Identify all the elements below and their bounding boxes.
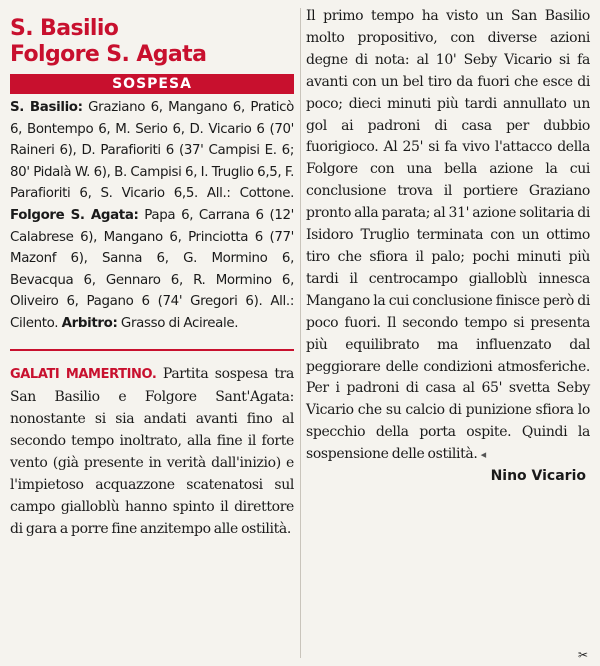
author-byline: Nino Vicario xyxy=(490,468,586,485)
article-body-part-1 xyxy=(10,363,294,540)
article-text-1: Partita sospesa tra San Basilio e Folgore Sant'Agata: nonostante si sia andati avanti fino al secondo tempo inoltrato, alla fine il forte vento (già presente in verità dall'inizio) e l'impietoso acquazzone scatenatosi sul campo gialloblù hanno spinto il direttore di gara a porre fine anzitempo alle ostilità. xyxy=(10,365,295,537)
referee-label: Arbitro: xyxy=(61,315,118,331)
section-separator xyxy=(10,349,294,351)
referee-text: Grasso di Acireale. xyxy=(117,315,239,331)
right-column xyxy=(306,6,590,484)
scissors-icon: ✂ xyxy=(577,648,588,662)
dateline: GALATI MAMERTINO. xyxy=(10,366,157,382)
end-of-article-icon: ◂ xyxy=(480,448,486,462)
home-lineup-text: Graziano 6, Mangano 6, Praticò 6, Bontempo 6, M. Serio 6, D. Vicario 6 (70' Raineri 6), D. Parafioriti 6 (37' Campisi E. 6; 80' Pidalà W. 6), B. Campisi 6, I. Truglio 6,5, F. Parafioriti 6, S. Vicario 6,5. All.: Cottone. xyxy=(10,100,294,202)
article-text-2: Il primo tempo ha visto un San Basilio molto propositivo, con diverse azioni degne di nota: al 10' Seby Vicario si fa avanti con un bel tiro da fuori che esce di poco; dieci minuti più tardi annullato un gol ai padroni di casa per dubbio fuorigioco. Al 25' si fa vivo l'attacco della Folgore con una bella azione la cui conclusione trova il portiere Graziano pronto alla parata; al 31' azione solitaria di Isidoro Truglio terminata con un ottimo tiro che sfiora il palo; pochi minuti più tardi il centrocampo gialloblù innesca Mangano la cui conclusione finisce però di poco fuori. Il secondo tempo si presenta più equilibrato ma influenzato dal peggiorare delle condizioni atmosferiche. Per i padroni di casa al 65' svetta Seby Vicario che su calcio di punizione sfiora lo specchio della porta ospite. Quindi la sospensione delle ostilità. xyxy=(306,8,590,463)
article-body-part-2 xyxy=(306,6,590,466)
away-lineup-text: Papa 6, Carrana 6 (12' Calabrese 6), Mangano 6, Princiotta 6 (77' Mazonf 6), Sanna 6, G. Mormino 6, Bevacqua 6, Gennaro 6, R. Mormino 6, Oliveiro 6, Pagano 6 (74' Gregori 6). All.: Cilento. xyxy=(10,207,294,331)
left-column xyxy=(10,6,294,540)
lineup-box xyxy=(10,97,294,335)
away-lineup-label: Folgore S. Agata: xyxy=(10,207,139,223)
column-divider xyxy=(300,8,301,658)
away-team-name: Folgore S. Agata xyxy=(10,42,207,67)
match-title xyxy=(10,16,294,68)
home-team-name: S. Basilio xyxy=(10,16,119,41)
home-lineup-label: S. Basilio: xyxy=(10,100,83,115)
status-badge: SOSPESA xyxy=(10,74,294,94)
